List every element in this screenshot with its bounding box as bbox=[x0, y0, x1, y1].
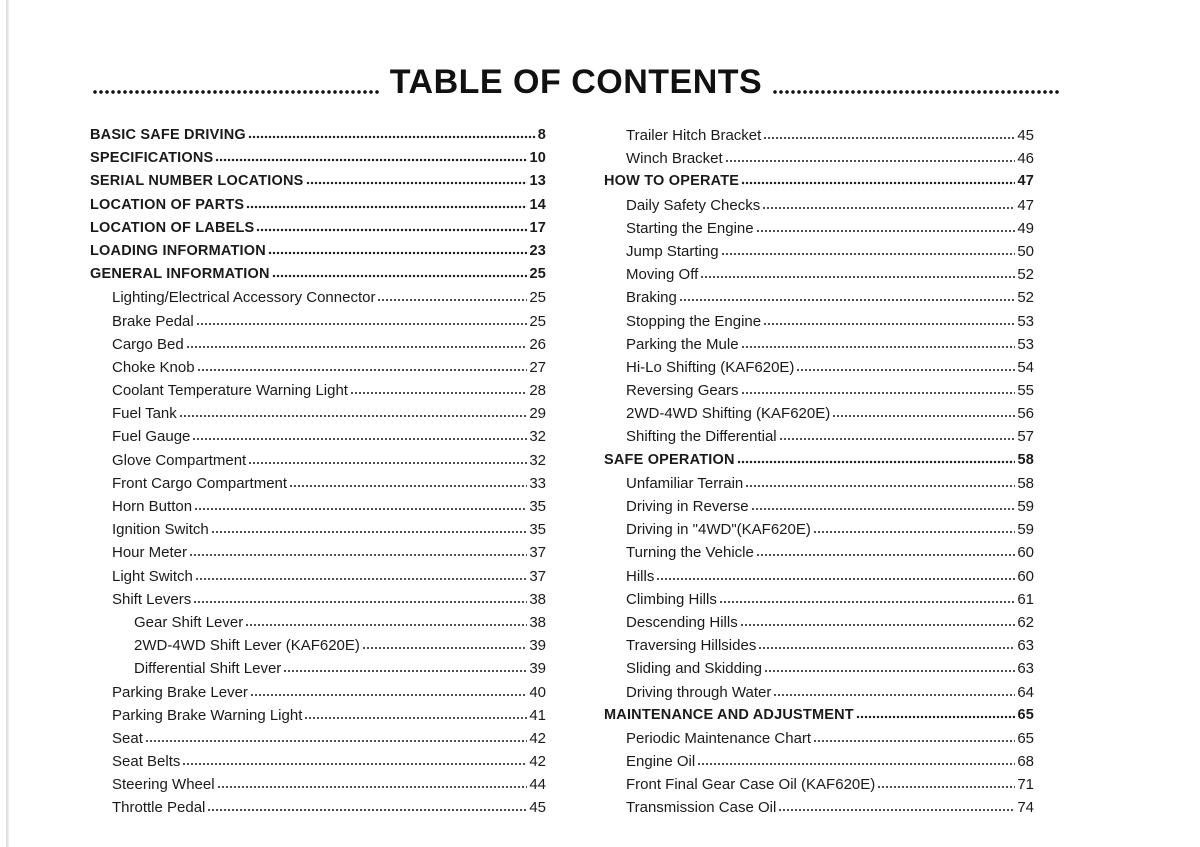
toc-leader-dots bbox=[725, 159, 1016, 163]
toc-entry-label: Glove Compartment bbox=[112, 451, 247, 469]
toc-leader-dots bbox=[813, 530, 1015, 534]
toc-entry-label: Lighting/Electrical Accessory Connector bbox=[112, 289, 376, 307]
toc-entry-label: SPECIFICATIONS bbox=[90, 150, 214, 167]
toc-entry-label: Engine Oil bbox=[626, 753, 696, 771]
toc-page-number: 71 bbox=[1017, 776, 1034, 794]
toc-entry-label: Cargo Bed bbox=[112, 335, 184, 353]
toc-entry-label: Driving in Reverse bbox=[626, 498, 749, 515]
toc-page-number: 26 bbox=[529, 335, 546, 353]
toc-entry-label: Shift Levers bbox=[112, 590, 192, 608]
toc-subsection-entry[interactable] bbox=[604, 727, 1034, 750]
toc-subsection-entry[interactable] bbox=[604, 333, 1034, 356]
toc-page-number: 17 bbox=[529, 219, 546, 236]
toc-section-entry[interactable] bbox=[604, 704, 1034, 727]
toc-entry-label: Unfamiliar Terrain bbox=[626, 474, 744, 492]
toc-subsection-entry[interactable] bbox=[604, 217, 1034, 240]
toc-leader-dots bbox=[248, 461, 527, 465]
toc-subsection-entry[interactable] bbox=[604, 425, 1034, 448]
toc-entry-label: Fuel Tank bbox=[112, 405, 177, 423]
toc-leader-dots bbox=[289, 484, 527, 488]
toc-leader-dots bbox=[250, 693, 527, 697]
toc-page-number: 56 bbox=[1017, 405, 1034, 423]
toc-page-number: 58 bbox=[1017, 474, 1034, 492]
toc-subsection-entry[interactable] bbox=[90, 588, 546, 611]
toc-subsection-entry[interactable] bbox=[604, 681, 1034, 704]
toc-leader-dots bbox=[350, 391, 527, 395]
toc-section-entry[interactable] bbox=[90, 194, 546, 217]
toc-page-number: 52 bbox=[1017, 266, 1034, 284]
toc-entry-label: Driving in "4WD"(KAF620E) bbox=[626, 521, 811, 539]
toc-leader-dots bbox=[656, 577, 1015, 581]
toc-section-entry[interactable] bbox=[90, 217, 546, 240]
toc-leader-dots bbox=[741, 181, 1015, 185]
toc-subsection-entry[interactable] bbox=[90, 495, 546, 518]
toc-leader-dots bbox=[362, 646, 527, 650]
toc-leader-dots bbox=[679, 298, 1015, 302]
toc-page-number: 64 bbox=[1017, 683, 1034, 701]
toc-entry-label: Choke Knob bbox=[112, 358, 195, 376]
toc-page-number: 38 bbox=[529, 590, 546, 608]
toc-leader-dots bbox=[697, 762, 1015, 766]
toc-page-number: 57 bbox=[1017, 428, 1034, 446]
toc-leader-dots bbox=[306, 181, 528, 185]
toc-entry-label: Fuel Gauge bbox=[112, 428, 191, 446]
toc-leader-dots bbox=[721, 252, 1016, 256]
toc-leader-dots bbox=[182, 762, 527, 766]
toc-subsection-entry[interactable] bbox=[90, 750, 546, 773]
toc-page-number: 8 bbox=[537, 127, 546, 143]
toc-subsection-entry[interactable] bbox=[604, 124, 1034, 147]
toc-subsection-entry[interactable] bbox=[90, 565, 546, 588]
toc-entry-label: SERIAL NUMBER LOCATIONS bbox=[90, 173, 304, 190]
toc-subsection-entry[interactable] bbox=[604, 611, 1034, 634]
toc-page-number: 46 bbox=[1017, 150, 1034, 168]
toc-subsection-entry[interactable] bbox=[90, 796, 546, 819]
toc-leader-dots bbox=[217, 785, 528, 789]
toc-page-number: 60 bbox=[1017, 544, 1034, 562]
toc-entry-label: Differential Shift Lever bbox=[134, 660, 282, 678]
title-text: TABLE OF CONTENTS bbox=[389, 63, 763, 101]
toc-subsection-entry[interactable] bbox=[604, 796, 1034, 819]
toc-leader-dots bbox=[719, 600, 1015, 604]
toc-leader-dots bbox=[196, 322, 528, 326]
toc-entry-label: Light Switch bbox=[112, 567, 193, 585]
toc-page-number: 23 bbox=[529, 242, 546, 259]
toc-entry-label: Front Cargo Compartment bbox=[112, 474, 288, 492]
toc-leader-dots bbox=[796, 368, 1015, 372]
toc-leader-dots bbox=[272, 274, 528, 278]
toc-leader-dots bbox=[189, 553, 527, 557]
toc-leader-dots bbox=[779, 437, 1016, 441]
toc-leader-dots bbox=[304, 716, 527, 720]
toc-leader-dots bbox=[248, 135, 536, 139]
toc-page-number: 44 bbox=[529, 776, 546, 794]
toc-subsection-entry[interactable] bbox=[604, 310, 1034, 333]
page-title bbox=[92, 58, 1060, 102]
toc-entry-label: 2WD-4WD Shift Lever (KAF620E) bbox=[134, 637, 360, 655]
toc-leader-dots bbox=[245, 623, 527, 627]
toc-subsection-entry[interactable] bbox=[604, 518, 1034, 541]
toc-subsection-entry[interactable] bbox=[604, 402, 1034, 425]
toc-entry-label: Stopping the Engine bbox=[626, 312, 762, 330]
toc-entry-label: Steering Wheel bbox=[112, 776, 215, 794]
toc-page-number: 63 bbox=[1017, 637, 1034, 655]
toc-page-number: 14 bbox=[529, 196, 546, 213]
toc-page-number: 63 bbox=[1017, 660, 1034, 678]
toc-page-number: 39 bbox=[529, 637, 546, 655]
toc-page-number: 68 bbox=[1017, 753, 1034, 771]
toc-leader-dots bbox=[186, 345, 528, 349]
toc-entry-label: GENERAL INFORMATION bbox=[90, 266, 270, 283]
toc-entry-label: Ignition Switch bbox=[112, 521, 209, 539]
toc-leader-dots bbox=[197, 368, 528, 372]
toc-entry-label: SAFE OPERATION bbox=[604, 451, 735, 468]
toc-page-number: 32 bbox=[529, 428, 546, 446]
toc-entry-label: LOCATION OF LABELS bbox=[90, 219, 255, 236]
toc-page-number: 62 bbox=[1017, 613, 1034, 631]
toc-leader-dots bbox=[192, 437, 527, 441]
toc-leader-dots bbox=[778, 808, 1015, 812]
toc-subsection-entry[interactable] bbox=[90, 310, 546, 333]
toc-page-number: 59 bbox=[1017, 521, 1034, 539]
toc-page-number: 39 bbox=[529, 660, 546, 678]
toc-entry-label: Winch Bracket bbox=[626, 150, 723, 168]
toc-entry-label: Parking Brake Lever bbox=[112, 683, 248, 701]
toc-subsection-entry[interactable] bbox=[90, 727, 546, 750]
toc-subsection-entry[interactable] bbox=[604, 286, 1034, 309]
toc-entry-label: Driving through Water bbox=[626, 683, 772, 701]
toc-entry-label: Trailer Hitch Bracket bbox=[626, 127, 762, 144]
toc-subsection-entry[interactable] bbox=[604, 263, 1034, 286]
toc-subsection-entry[interactable] bbox=[604, 379, 1034, 402]
toc-subsection-entry[interactable] bbox=[90, 634, 546, 657]
toc-subsection-entry[interactable] bbox=[90, 681, 546, 704]
toc-leader-dots bbox=[756, 553, 1015, 557]
toc-entry-label: Seat bbox=[112, 729, 143, 747]
toc-page-number: 10 bbox=[529, 150, 546, 167]
toc-page-number: 60 bbox=[1017, 567, 1034, 585]
toc-leader-dots bbox=[856, 715, 1016, 719]
toc-subsection-entry[interactable] bbox=[604, 194, 1034, 217]
toc-page-number: 27 bbox=[529, 358, 546, 376]
toc-entry-label: Hour Meter bbox=[112, 544, 188, 562]
toc-page-number: 35 bbox=[529, 498, 546, 515]
toc-entry-label: Hills bbox=[626, 567, 655, 585]
toc-subsection-entry[interactable] bbox=[90, 773, 546, 796]
toc-leader-dots bbox=[145, 739, 527, 743]
toc-entry-label: Horn Button bbox=[112, 498, 193, 515]
toc-entry-label: BASIC SAFE DRIVING bbox=[90, 127, 246, 143]
toc-entry-label: Jump Starting bbox=[626, 242, 719, 260]
toc-page-number: 65 bbox=[1017, 706, 1034, 723]
toc-leader-dots bbox=[215, 158, 527, 162]
toc-entry-label: Front Final Gear Case Oil (KAF620E) bbox=[626, 776, 876, 794]
toc-leader-dots bbox=[246, 205, 527, 209]
toc-page-number: 54 bbox=[1017, 358, 1034, 376]
toc-page-number: 47 bbox=[1017, 173, 1034, 190]
toc-entry-label: Throttle Pedal bbox=[112, 799, 206, 817]
toc-entry-label: 2WD-4WD Shifting (KAF620E) bbox=[626, 405, 831, 423]
toc-page-number: 41 bbox=[529, 706, 546, 724]
toc-leader-dots bbox=[763, 322, 1015, 326]
title-leader-dots-left bbox=[92, 89, 380, 95]
toc-entry-label: Starting the Engine bbox=[626, 219, 754, 237]
toc-entry-label: Parking the Mule bbox=[626, 335, 739, 353]
toc-leader-dots bbox=[758, 646, 1015, 650]
toc-subsection-entry[interactable] bbox=[604, 356, 1034, 379]
toc-section-entry[interactable] bbox=[604, 449, 1034, 472]
toc-subsection-entry[interactable] bbox=[90, 333, 546, 356]
toc-section-entry[interactable] bbox=[90, 147, 546, 170]
toc-subsection-entry[interactable] bbox=[604, 472, 1034, 495]
toc-leader-dots bbox=[832, 414, 1015, 418]
toc-leader-dots bbox=[211, 530, 528, 534]
toc-leader-dots bbox=[756, 229, 1016, 233]
toc-subsection-entry[interactable] bbox=[604, 565, 1034, 588]
toc-leader-dots bbox=[207, 808, 527, 812]
toc-subsection-entry[interactable] bbox=[604, 240, 1034, 263]
toc-leader-dots bbox=[764, 669, 1015, 673]
toc-subsection-entry[interactable] bbox=[604, 495, 1034, 518]
toc-leader-dots bbox=[763, 136, 1015, 140]
toc-page-number: 47 bbox=[1017, 196, 1034, 214]
toc-subsection-entry[interactable] bbox=[90, 518, 546, 541]
toc-leader-dots bbox=[813, 739, 1015, 743]
toc-subsection-entry[interactable] bbox=[90, 472, 546, 495]
toc-leader-dots bbox=[195, 577, 527, 581]
toc-entry-label: Braking bbox=[626, 289, 677, 307]
toc-entry-label: LOADING INFORMATION bbox=[90, 242, 266, 259]
toc-entry-label: Climbing Hills bbox=[626, 590, 717, 608]
toc-entry-label: Transmission Case Oil bbox=[626, 799, 777, 817]
toc-leader-dots bbox=[179, 414, 528, 418]
toc-leader-dots bbox=[256, 228, 527, 232]
toc-entry-label: Daily Safety Checks bbox=[626, 196, 761, 214]
toc-subsection-entry[interactable] bbox=[604, 541, 1034, 564]
toc-subsection-entry[interactable] bbox=[90, 657, 546, 680]
toc-entry-label: MAINTENANCE AND ADJUSTMENT bbox=[604, 706, 854, 723]
toc-entry-label: Seat Belts bbox=[112, 753, 181, 771]
toc-page-number: 61 bbox=[1017, 590, 1034, 608]
toc-page-number: 65 bbox=[1017, 729, 1034, 747]
toc-subsection-entry[interactable] bbox=[90, 379, 546, 402]
toc-page-number: 13 bbox=[529, 173, 546, 190]
toc-page-number: 25 bbox=[529, 312, 546, 330]
page-binding-edge bbox=[6, 0, 9, 847]
toc-page-number: 45 bbox=[1017, 127, 1034, 144]
toc-section-entry[interactable] bbox=[90, 240, 546, 263]
toc-subsection-entry[interactable] bbox=[604, 588, 1034, 611]
toc-page-number: 58 bbox=[1017, 451, 1034, 468]
toc-page-number: 53 bbox=[1017, 335, 1034, 353]
toc-page-number: 33 bbox=[529, 474, 546, 492]
toc-page-number: 45 bbox=[529, 799, 546, 817]
toc-page-number: 40 bbox=[529, 683, 546, 701]
toc-page-number: 74 bbox=[1017, 799, 1034, 817]
toc-subsection-entry[interactable] bbox=[90, 402, 546, 425]
toc-leader-dots bbox=[877, 785, 1015, 789]
toc-subsection-entry[interactable] bbox=[604, 750, 1034, 773]
toc-leader-dots bbox=[268, 251, 528, 255]
title-leader-dots-right bbox=[772, 89, 1060, 95]
toc-page-number: 59 bbox=[1017, 498, 1034, 515]
toc-entry-label: Moving Off bbox=[626, 266, 699, 284]
toc-section-entry[interactable] bbox=[604, 170, 1034, 193]
toc-entry-label: Turning the Vehicle bbox=[626, 544, 754, 562]
toc-section-entry[interactable] bbox=[90, 263, 546, 286]
toc-subsection-entry[interactable] bbox=[90, 356, 546, 379]
toc-entry-label: Parking Brake Warning Light bbox=[112, 706, 303, 724]
toc-entry-label: LOCATION OF PARTS bbox=[90, 196, 245, 213]
toc-subsection-entry[interactable] bbox=[90, 449, 546, 472]
toc-leader-dots bbox=[740, 623, 1016, 627]
toc-entry-label: Traversing Hillsides bbox=[626, 637, 757, 655]
toc-entry-label: HOW TO OPERATE bbox=[604, 173, 740, 190]
toc-page-number: 25 bbox=[529, 289, 546, 307]
toc-page-number: 37 bbox=[529, 567, 546, 585]
toc-leader-dots bbox=[741, 345, 1016, 349]
toc-page-number: 53 bbox=[1017, 312, 1034, 330]
toc-page-number: 35 bbox=[529, 521, 546, 539]
toc-subsection-entry[interactable] bbox=[604, 147, 1034, 170]
toc-page-number: 32 bbox=[529, 451, 546, 469]
toc-page-number: 52 bbox=[1017, 289, 1034, 307]
toc-left-column bbox=[90, 124, 546, 820]
toc-page-number: 25 bbox=[529, 266, 546, 283]
toc-entry-label: Hi-Lo Shifting (KAF620E) bbox=[626, 358, 795, 376]
toc-subsection-entry[interactable] bbox=[90, 611, 546, 634]
toc-leader-dots bbox=[700, 275, 1015, 279]
toc-entry-label: Descending Hills bbox=[626, 613, 738, 631]
toc-subsection-entry[interactable] bbox=[90, 541, 546, 564]
toc-leader-dots bbox=[737, 460, 1016, 464]
toc-entry-label: Shifting the Differential bbox=[626, 428, 777, 446]
toc-subsection-entry[interactable] bbox=[604, 773, 1034, 796]
toc-right-column bbox=[604, 124, 1034, 820]
toc-subsection-entry[interactable] bbox=[90, 286, 546, 309]
toc-subsection-entry[interactable] bbox=[604, 657, 1034, 680]
toc-section-entry[interactable] bbox=[90, 170, 546, 193]
toc-page-number: 28 bbox=[529, 382, 546, 400]
toc-subsection-entry[interactable] bbox=[90, 704, 546, 727]
toc-entry-label: Periodic Maintenance Chart bbox=[626, 729, 812, 747]
toc-page-number: 50 bbox=[1017, 242, 1034, 260]
toc-leader-dots bbox=[193, 600, 527, 604]
toc-page-number: 49 bbox=[1017, 219, 1034, 237]
toc-leader-dots bbox=[283, 669, 527, 673]
toc-entry-label: Sliding and Skidding bbox=[626, 660, 762, 678]
toc-section-entry[interactable] bbox=[90, 124, 546, 147]
toc-leader-dots bbox=[194, 507, 527, 511]
toc-entry-label: Brake Pedal bbox=[112, 312, 194, 330]
toc-page-number: 42 bbox=[529, 729, 546, 747]
toc-leader-dots bbox=[377, 298, 527, 302]
toc-entry-label: Gear Shift Lever bbox=[134, 613, 244, 631]
toc-leader-dots bbox=[745, 484, 1015, 488]
toc-page-number: 29 bbox=[529, 405, 546, 423]
toc-entry-label: Coolant Temperature Warning Light bbox=[112, 382, 348, 400]
toc-leader-dots bbox=[773, 693, 1015, 697]
toc-leader-dots bbox=[741, 391, 1016, 395]
toc-subsection-entry[interactable] bbox=[90, 425, 546, 448]
toc-page-number: 38 bbox=[529, 613, 546, 631]
toc-page-number: 42 bbox=[529, 753, 546, 771]
toc-page-number: 37 bbox=[529, 544, 546, 562]
toc-entry-label: Reversing Gears bbox=[626, 382, 739, 400]
toc-page-number: 55 bbox=[1017, 382, 1034, 400]
toc-leader-dots bbox=[762, 206, 1015, 210]
toc-subsection-entry[interactable] bbox=[604, 634, 1034, 657]
toc-leader-dots bbox=[751, 507, 1016, 511]
